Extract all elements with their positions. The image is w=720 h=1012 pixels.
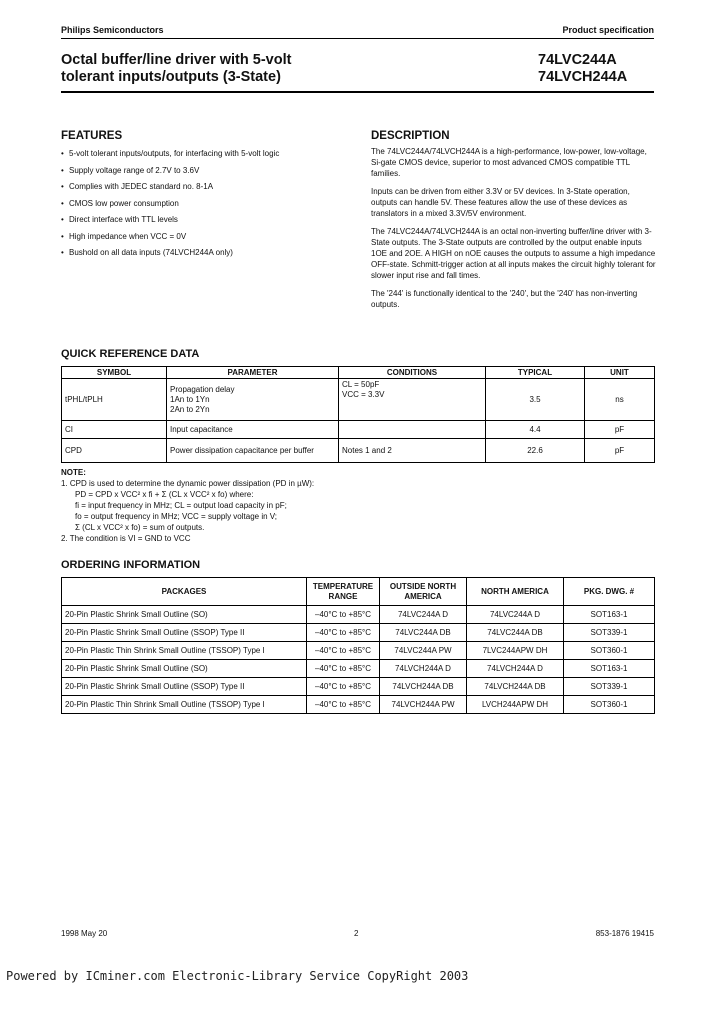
part-number: 74LVC244A <box>538 52 617 68</box>
cell-typical: 4.4 <box>486 421 585 439</box>
cell-unit: ns <box>585 379 655 421</box>
table-row <box>62 421 655 439</box>
cell-pkg-dwg: SOT360-1 <box>564 696 655 714</box>
column-header: UNIT <box>585 367 655 379</box>
cell-symbol: CI <box>62 421 167 439</box>
cell-north-america: 74LVCH244A DB <box>467 678 564 696</box>
description-paragraph: The '244' is functionally identical to the '240', but the '240' has non-inverting outputs. <box>371 289 638 309</box>
column-header: TYPICAL <box>486 367 585 379</box>
company-name: Philips Semiconductors <box>61 25 164 35</box>
column-header: NORTH AMERICA <box>467 578 564 606</box>
features-heading: FEATURES <box>61 130 123 142</box>
cell-package: 20-Pin Plastic Shrink Small Outline (SSOP) Type II <box>62 678 307 696</box>
cell-parameter: Propagation delay 1An to 1Yn 2An to 2Yn <box>167 379 339 421</box>
doc-type: Product specification <box>562 25 654 35</box>
description-heading: DESCRIPTION <box>371 130 450 142</box>
cell-north-america: 74LVC244A DB <box>467 624 564 642</box>
column-header: TEMPERATURE RANGE <box>307 578 380 606</box>
cell-temperature: –40°C to +85°C <box>307 678 380 696</box>
table-row <box>62 624 655 642</box>
cell-north-america: 7LVC244APW DH <box>467 642 564 660</box>
cell-typical: 3.5 <box>486 379 585 421</box>
list-item: • Supply voltage range of 2.7V to 3.6V <box>61 165 200 175</box>
description-paragraph: Inputs can be driven from either 3.3V or 5V devices. In 3-State operation, outputs can handle 5V. These features allow the use of these devices as translators in a mixed 3.3V/5V environment. <box>371 187 630 218</box>
cell-north-america: 74LVCH244A D <box>467 660 564 678</box>
title-line: Octal buffer/line driver with 5-volt <box>61 52 292 68</box>
column-header: PACKAGES <box>62 578 307 606</box>
cell-package: 20-Pin Plastic Thin Shrink Small Outline (TSSOP) Type I <box>62 642 307 660</box>
part-number: 74LVCH244A <box>538 69 628 85</box>
cell-parameter: Input capacitance <box>167 421 339 439</box>
table-row <box>62 660 655 678</box>
ordering-table <box>61 577 655 714</box>
cell-conditions: Notes 1 and 2 <box>339 439 486 463</box>
cell-pkg-dwg: SOT163-1 <box>564 660 655 678</box>
cell-parameter: Power dissipation capacitance per buffer <box>167 439 339 463</box>
list-item: • High impedance when VCC = 0V <box>61 231 187 241</box>
cell-north-america: 74LVC244A D <box>467 606 564 624</box>
note-line: fi = input frequency in MHz; CL = output load capacity in pF; <box>75 501 287 510</box>
cell-temperature: –40°C to +85°C <box>307 642 380 660</box>
list-item: • Bushold on all data inputs (74LVCH244A only) <box>61 248 233 257</box>
features-list <box>61 146 351 262</box>
cell-outside-na: 74LVC244A D <box>380 606 467 624</box>
description-paragraph: The 74LVC244A/74LVCH244A is a high-performance, low-power, low-voltage, Si-gate CMOS device, superior to most advanced CMOS compatible TTL families. <box>371 147 647 178</box>
ordering-heading: ORDERING INFORMATION <box>61 559 201 571</box>
table-header-row <box>62 578 655 606</box>
cell-typical: 22.6 <box>486 439 585 463</box>
cell-temperature: –40°C to +85°C <box>307 606 380 624</box>
list-item: • 5-volt tolerant inputs/outputs, for interfacing with 5-volt logic <box>61 149 280 158</box>
cell-unit: pF <box>585 439 655 463</box>
quick-reference-notes <box>61 467 511 544</box>
description-body <box>371 146 657 317</box>
cell-package: 20-Pin Plastic Thin Shrink Small Outline (TSSOP) Type I <box>62 696 307 714</box>
list-item: • CMOS low power consumption <box>61 198 179 208</box>
footer-date: 1998 May 20 <box>61 929 108 938</box>
cell-package: 20-Pin Plastic Shrink Small Outline (SO) <box>62 660 307 678</box>
quick-reference-table <box>61 366 655 463</box>
cell-conditions <box>339 421 486 439</box>
cell-outside-na: 74LVCH244A DB <box>380 678 467 696</box>
cell-temperature: –40°C to +85°C <box>307 624 380 642</box>
column-header: PKG. DWG. # <box>564 578 655 606</box>
cell-pkg-dwg: SOT163-1 <box>564 606 655 624</box>
cell-pkg-dwg: SOT360-1 <box>564 642 655 660</box>
cell-temperature: –40°C to +85°C <box>307 696 380 714</box>
list-item: • Complies with JEDEC standard no. 8-1A <box>61 182 214 191</box>
cell-north-america: LVCH244APW DH <box>467 696 564 714</box>
table-row <box>62 606 655 624</box>
part-numbers <box>538 52 627 86</box>
cell-package: 20-Pin Plastic Shrink Small Outline (SSOP) Type II <box>62 624 307 642</box>
table-row <box>62 642 655 660</box>
cell-conditions: CL = 50pF VCC = 3.3V <box>339 379 486 421</box>
cell-outside-na: 74LVC244A PW <box>380 642 467 660</box>
cell-pkg-dwg: SOT339-1 <box>564 624 655 642</box>
table-row <box>62 439 655 463</box>
watermark-text: Powered by ICminer.com Electronic-Library Service CopyRight 2003 <box>6 969 469 983</box>
cell-symbol: CPD <box>62 439 167 463</box>
note-line: fo = output frequency in MHz; VCC = supply voltage in V; <box>75 512 278 521</box>
title-line: tolerant inputs/outputs (3-State) <box>61 69 281 85</box>
cell-outside-na: 74LVCH244A PW <box>380 696 467 714</box>
table-row <box>62 379 655 421</box>
cell-outside-na: 74LVCH244A D <box>380 660 467 678</box>
cell-unit: pF <box>585 421 655 439</box>
footer-doc-code: 853-1876 19415 <box>595 929 654 938</box>
note-line: PD = CPD x VCC² x fi + Σ (CL x VCC² x fo) where: <box>75 490 254 499</box>
table-row <box>62 678 655 696</box>
column-header: OUTSIDE NORTH AMERICA <box>380 578 467 606</box>
cell-symbol: tPHL/tPLH <box>62 379 167 421</box>
notes-heading: NOTE: <box>61 468 86 477</box>
note-line: 2. The condition is VI = GND to VCC <box>61 534 191 543</box>
column-header: PARAMETER <box>167 367 339 379</box>
cell-outside-na: 74LVC244A DB <box>380 624 467 642</box>
table-header-row <box>62 367 655 379</box>
list-item: • Direct interface with TTL levels <box>61 215 178 224</box>
footer-page-number: 2 <box>354 929 359 938</box>
description-paragraph: The 74LVC244A/74LVCH244A is an octal non-inverting buffer/line driver with 3-State outputs. The 3-State outputs are controlled by the output enable inputs 1OE and 2OE. A HIGH on nOE causes the outputs to assume a high impedance OFF-state. Schmitt-trigger action at all inputs makes the circuit highly tolerant for slower input rise and fall times. <box>371 227 656 280</box>
column-header: CONDITIONS <box>339 367 486 379</box>
doc-title <box>61 52 291 86</box>
table-row <box>62 696 655 714</box>
cell-pkg-dwg: SOT339-1 <box>564 678 655 696</box>
note-line: Σ (CL x VCC² x fo) = sum of outputs. <box>75 523 205 532</box>
cell-package: 20-Pin Plastic Shrink Small Outline (SO) <box>62 606 307 624</box>
cell-temperature: –40°C to +85°C <box>307 660 380 678</box>
note-line: 1. CPD is used to determine the dynamic power dissipation (PD in µW): <box>61 479 315 488</box>
column-header: SYMBOL <box>62 367 167 379</box>
quick-reference-heading: QUICK REFERENCE DATA <box>61 348 200 360</box>
